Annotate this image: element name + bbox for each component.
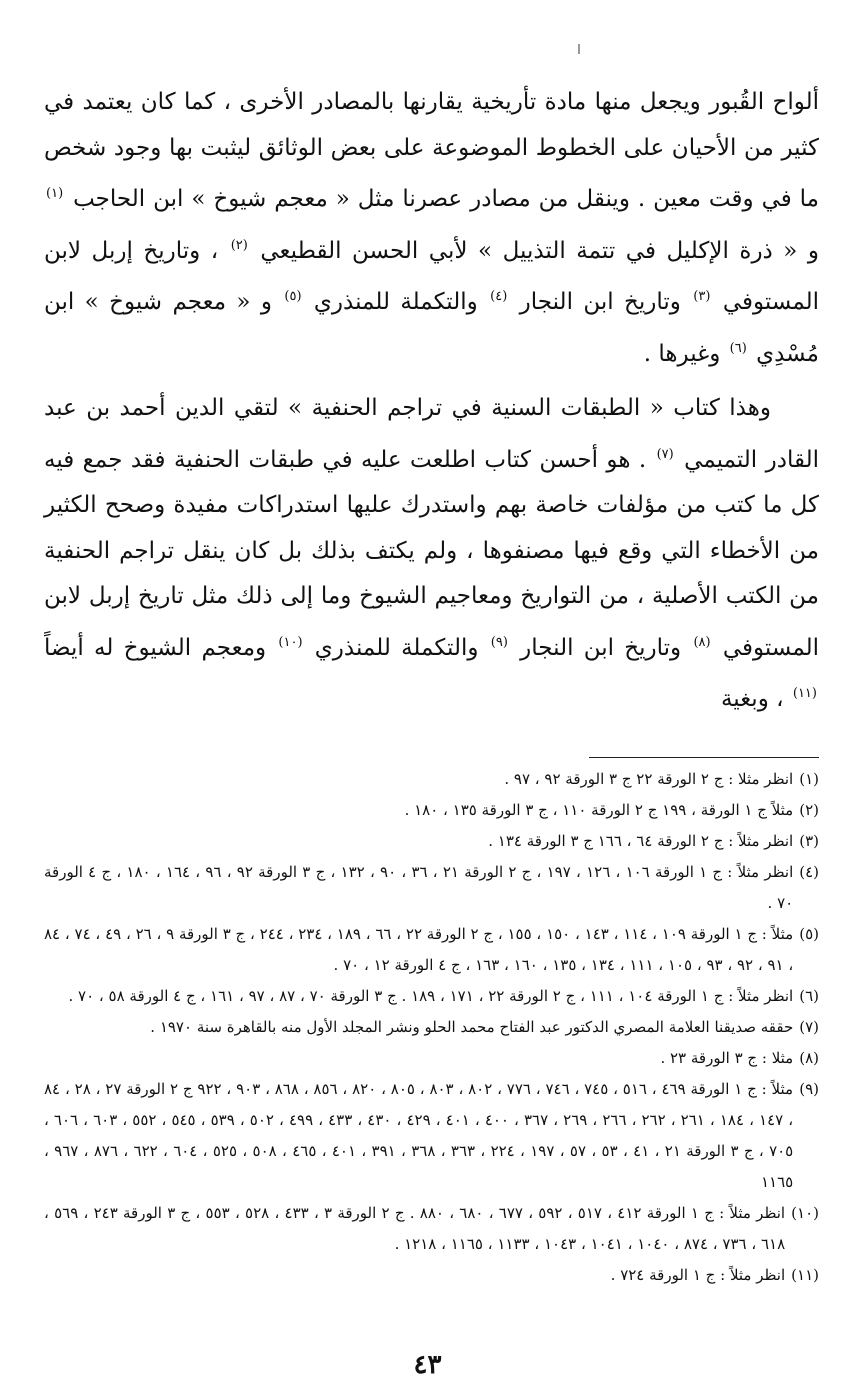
footnote [44,795,819,826]
footnote-number: (١٠) [791,1203,819,1222]
footnote-ref[interactable]: (٧) [656,446,674,462]
footnote-ref[interactable]: (٦) [729,340,747,356]
footnote-ref[interactable]: (٩) [490,634,508,650]
footnote-text: مثلا : ج ٣ الورقة ٢٣ . [660,1048,794,1067]
footnote [44,1198,819,1260]
text-run: ومعجم الشيوخ له أيضاً [44,634,267,661]
text-run: و « ذرة الإكليل في تتمة التذييل » لأبي الحسن القطيعي [260,237,820,264]
text-run: وتاريخ ابن النجار [520,634,682,661]
footnote-number: (١١) [791,1265,819,1284]
footnote-number: (٩) [799,1079,819,1098]
text-run: والتكملة للمنذري [313,289,478,315]
footnote-text: مثلاً ج ١ الورقة ، ١٩٩ ج ٢ الورقة ١١٠ ، ج ٣ الورقة ١٣٥ ، ١٨٠ . [404,800,794,819]
footnote-number: (٢) [799,800,819,819]
footnote-ref[interactable]: (٨) [693,634,711,650]
footnote-ref[interactable]: (٤) [490,289,508,304]
footnotes [44,764,819,1291]
footnote [44,981,819,1012]
text-run: ألواح القُبور ويجعل منها مادة تأريخية يقارنها بالمصادر الأخرى ، كما كان يعتمد في كثير من الأحيان على الخطوط الموضوعة على بعض الوثائق ليثبت بها وجود شخص ما في وقت معين . وينقل من مصادر عصرنا مثل « معجم شيوخ » ابن الحاجب [44,89,819,212]
footnote-text: انظر مثلا : ج ٢ الورقة ٢٢ ج ٣ الورقة ٩٢ ، ٩٧ . [504,769,794,788]
text-run: ، وبغية [720,686,784,712]
footnote [44,1260,819,1291]
main-text [44,80,819,723]
margin-mark [578,44,580,54]
footnote-text: انظر مثلاً : ج ١ الورقة ١٠٦ ، ١٢٦ ، ١٩٧ ، ج ٢ الورقة ٢١ ، ٣٦ ، ٩٠ ، ١٣٢ ، ج ٣ الورقة ٩٢ ، ٩٦ ، ١٦٤ ، ١٨٠ ، ج ٤ الورقة ٧٠ . [44,862,794,912]
text-run: وهذا كتاب « الطبقات السنية في تراجم الحنفية » لتقي الدين أحمد بن عبد القادر التميمي [44,395,820,473]
paragraph-2 [44,386,819,723]
text-run: وتاريخ ابن النجار [519,289,681,315]
footnote-text: حققه صديقنا العلامة المصري الدكتور عبد الفتاح محمد الحلو ونشر المجلد الأول منه بالقاهرة سنة ١٩٧٠ . [150,1017,794,1036]
footnote [44,764,819,795]
footnote-number: (٨) [799,1048,819,1067]
footnote [44,1074,819,1198]
footnote-text: انظر مثلاً : ج ٢ الورقة ٦٤ ، ١٦٦ ج ٣ الورقة ١٣٤ . [488,831,794,850]
footnote [44,826,819,857]
footnote-number: (٤) [799,862,819,881]
footnote-ref[interactable]: (١) [46,186,64,201]
text-run: و « معجم شيوخ » ابن مُسْدِي [44,289,819,367]
footnote-text: انظر مثلاً : ج ١ الورقة ٧٢٤ . [610,1265,786,1284]
paragraph-1 [44,80,819,377]
footnote-ref[interactable]: (١٠) [278,634,303,650]
footnote-separator [589,757,819,758]
footnote-number: (٣) [799,831,819,850]
footnote [44,1012,819,1043]
footnote-number: (١) [799,769,819,788]
footnote-ref[interactable]: (٢) [230,237,248,253]
footnote-text: مثلاً : ج ١ الورقة ٤٦٩ ، ٥١٦ ، ٧٤٥ ، ٧٤٦ ، ٧٧٦ ، ٨٠٢ ، ٨٠٣ ، ٨٠٥ ، ٨٢٠ ، ٨٥٦ ، ٨٦٨ ، ٩٠٣ ، ٩٢٢ ج ٢ الورقة ٢٧ ، ٢٨ ، ٨٤ ، ١٤٧ ، ١٨٤ ، ٢٦١ ، ٢٦٢ ، ٢٦٦ ، ٢٦٩ ، ٣٦٧ ، ٤٠٠ ، ٤٠١ ، ٤٢٩ ، ٤٣٠ ، ٤٣٣ ، ٤٩٩ ، ٥٠٢ ، ٥٣٩ ، ٥٤٥ ، ٥٥٢ ، ٦٠٣ ، ٦٠٦ ، ٧٠٥ ، ج ٣ الورقة ٢١ ، ٤١ ، ٥٣ ، ٥٧ ، ١٩٧ ، ٢٢٤ ، ٣٦٣ ، ٣٦٨ ، ٣٩١ ، ٤٠١ ، ٤٦٥ ، ٥٠٨ ، ٥٢٥ ، ٦٠٤ ، ٦٢٢ ، ٨٧٦ ، ٩٦٧ ، ١١٦٥ [44,1079,794,1191]
footnote-number: (٥) [799,924,819,943]
text-run: وغيرها . [643,340,721,367]
footnote-ref[interactable]: (١١) [792,686,817,701]
footnote-text: مثلاً : ج ١ الورقة ١٠٩ ، ١١٤ ، ١٤٣ ، ١٥٠ ، ١٥٥ ، ج ٢ الورقة ٢٢ ، ٦٦ ، ١٨٩ ، ٢٣٤ ، ٢٤٤ ، ج ٣ الورقة ٩ ، ٢٦ ، ٤٩ ، ٧٤ ، ٨٤ ، ٩١ ، ٩٢ ، ٩٣ ، ١٠٥ ، ١١١ ، ١٣٤ ، ١٣٥ ، ١٦٠ ، ١٦٣ ، ج ٤ الورقة ١٢ ، ٧٠ . [44,924,794,974]
footnote [44,857,819,919]
footnote-ref[interactable]: (٣) [693,289,711,304]
footnote-number: (٦) [799,986,819,1005]
footnote [44,1043,819,1074]
text-run: . هو أحسن كتاب اطلعت عليه في طبقات الحنفية فقد جمع فيه كل ما كتب من مؤلفات خاصة بهم واستدرك عليها استدراكات مفيدة وصحح الكثير من الأخطاء التي وقع فيها مصنفوها ، ولم يكتف بذلك بل كان ينقل تراجم الحنفية من الكتب الأصلية ، من التواريخ ومعاجيم الشيوخ وما إلى ذلك مثل تاريخ إربل لابن المستوفي [44,446,820,661]
footnote-text: انظر مثلاً : ج ١ الورقة ١٠٤ ، ١١١ ، ج ٢ الورقة ٢٢ ، ١٧١ ، ١٨٩ . ج ٣ الورقة ٧٠ ، ٨٧ ، ٩٧ ، ١٦١ ، ج ٤ الورقة ٥٨ ، ٧٠ . [68,986,794,1005]
text-run: والتكملة للمنذري [314,634,479,661]
footnote [44,919,819,981]
footnote-ref[interactable]: (٥) [284,289,302,304]
footnote-number: (٧) [799,1017,819,1036]
text-run: ، وتاريخ إربل لابن المستوفي [44,237,820,315]
footnote-text: انظر مثلاً : ج ١ الورقة ٤١٢ ، ٥١٧ ، ٥٩٢ ، ٦٧٧ ، ٦٨٠ ، ٨٨٠ . ج ٢ الورقة ٣ ، ٤٣٣ ، ٥٢٨ ، ٥٥٣ ، ج ٣ الورقة ٢٤٣ ، ٥٦٩ ، ٦١٨ ، ٧٣٦ ، ٨٧٤ ، ١٠٤٠ ، ١٠٤١ ، ١٠٤٣ ، ١١٣٣ ، ١١٦٥ ، ١٢١٨ . [44,1203,786,1253]
page-number: ٤٣ [413,1350,442,1380]
